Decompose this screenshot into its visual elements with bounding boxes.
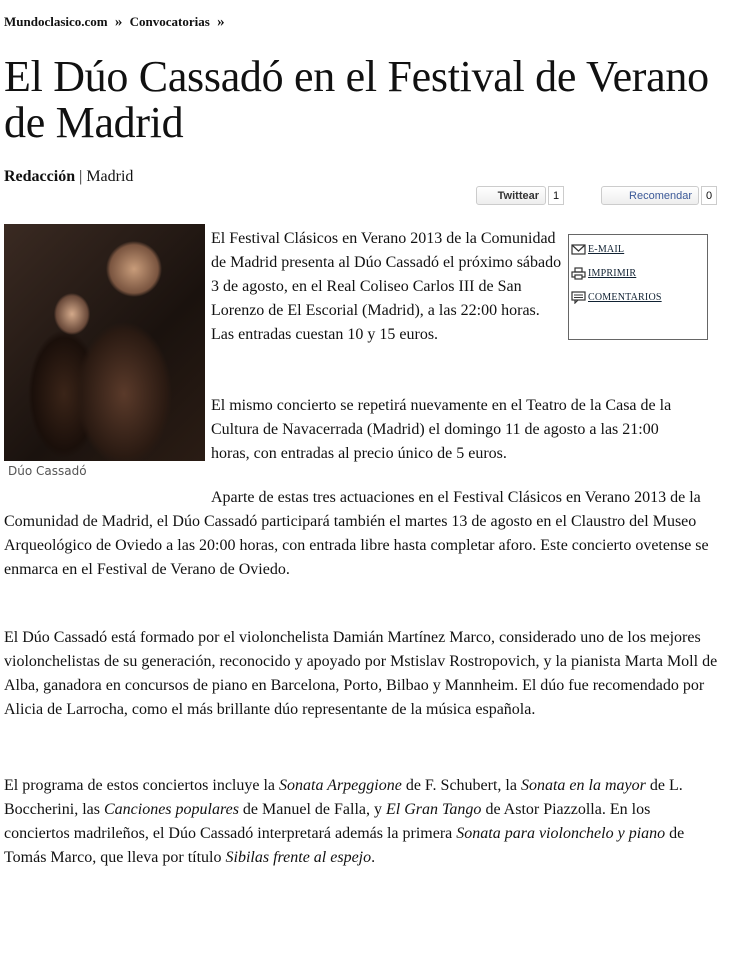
breadcrumb-separator: » — [217, 14, 225, 30]
work-title: El Gran Tango — [386, 801, 482, 818]
twitter-share — [476, 186, 564, 205]
paragraph-3: Aparte de estas tres actuaciones en el Festival Clásicos en Verano 2013 de la Comunidad de Madrid, el Dúo Cassadó participará también el martes 13 de agosto en el Claustro del Museo Arqueológico de Oviedo a las 20:00 horas, con entrada libre hasta completar aforo. Este concierto ovetense se enmarca en el Festival de Verano de Oviedo. — [4, 489, 709, 578]
breadcrumb-separator: » — [114, 14, 123, 30]
article-paragraph — [4, 626, 720, 722]
tweet-count: 1 — [548, 186, 564, 205]
article-paragraph — [211, 394, 701, 466]
recommend-count: 0 — [701, 186, 717, 205]
page-title: El Dúo Cassadó en el Festival de Verano de Madrid — [4, 52, 709, 147]
duo-photo — [4, 224, 205, 461]
paragraph-4: El Dúo Cassadó está formado por el violonchelista Damián Martínez Marco, considerado uno de los mejores violonchelistas de su generación, reconocido y apoyado por Mstislav Rostropovich, y la pianista Marta Moll de Alba, ganadora en concursos de piano en Barcelona, Porto, Bilbao y Mannheim. El dúo fue recomendado por Alicia de Larrocha, como el más brillante dúo representante de la música española. — [4, 629, 718, 718]
article-paragraph — [4, 774, 720, 870]
article-paragraph — [4, 486, 720, 582]
breadcrumb — [4, 14, 229, 31]
photo-caption: Dúo Cassadó — [8, 464, 87, 478]
comment-icon — [571, 291, 586, 304]
paragraph-5: El programa de estos conciertos incluye la Sonata Arpeggione de F. Schubert, la Sonata en la mayor de L. Boccherini, las Canciones populares de Manuel de Falla, y El Gran Tango de Astor Piazzolla. En los conciertos madrileños, el Dúo Cassadó interpretará además la primera Sonata para violonchelo y piano de Tomás Marco, que lleva por título Sibilas frente al espejo. — [4, 777, 685, 866]
paragraph-2: El mismo concierto se repetirá nuevamente en el Teatro de la Casa de la Cultura de Navacerrada (Madrid) el domingo 11 de agosto a las 21:00 horas, con entradas al precio único de 5 euros. — [211, 397, 672, 462]
byline — [4, 168, 133, 186]
article-paragraph — [211, 227, 563, 347]
paragraph-1: El Festival Clásicos en Verano 2013 de la Comunidad de Madrid presenta al Dúo Cassadó el próximo sábado 3 de agosto, en el Real Coliseo Carlos III de San Lorenzo de El Escorial (Madrid), a las 22:00 horas. Las entradas cuestan 10 y 15 euros. — [211, 230, 562, 343]
work-title: Sonata en la mayor — [520, 777, 646, 794]
work-title: Sonata Arpeggione — [279, 777, 402, 794]
print-link[interactable]: IMPRIMIR — [588, 268, 637, 279]
work-title: Canciones populares — [103, 801, 239, 818]
breadcrumb-site-link[interactable]: Mundoclasico.com — [4, 14, 108, 29]
work-title: Sonata para violonchelo y piano — [456, 825, 666, 842]
author-link[interactable]: Redacción — [4, 168, 76, 185]
envelope-icon — [571, 243, 586, 256]
facebook-share — [601, 186, 717, 205]
breadcrumb-section-link[interactable]: Convocatorias — [129, 14, 210, 29]
location: Madrid — [86, 168, 134, 185]
recommend-button[interactable]: Recomendar — [601, 186, 699, 205]
printer-icon — [571, 267, 586, 280]
byline-divider: | — [79, 168, 83, 185]
work-title: Sibilas frente al espejo — [225, 849, 372, 866]
tweet-button[interactable]: Twittear — [476, 186, 546, 205]
comments-link[interactable]: COMENTARIOS — [588, 292, 662, 303]
email-link[interactable]: E-MAIL — [588, 244, 625, 255]
article-tools — [568, 234, 708, 340]
